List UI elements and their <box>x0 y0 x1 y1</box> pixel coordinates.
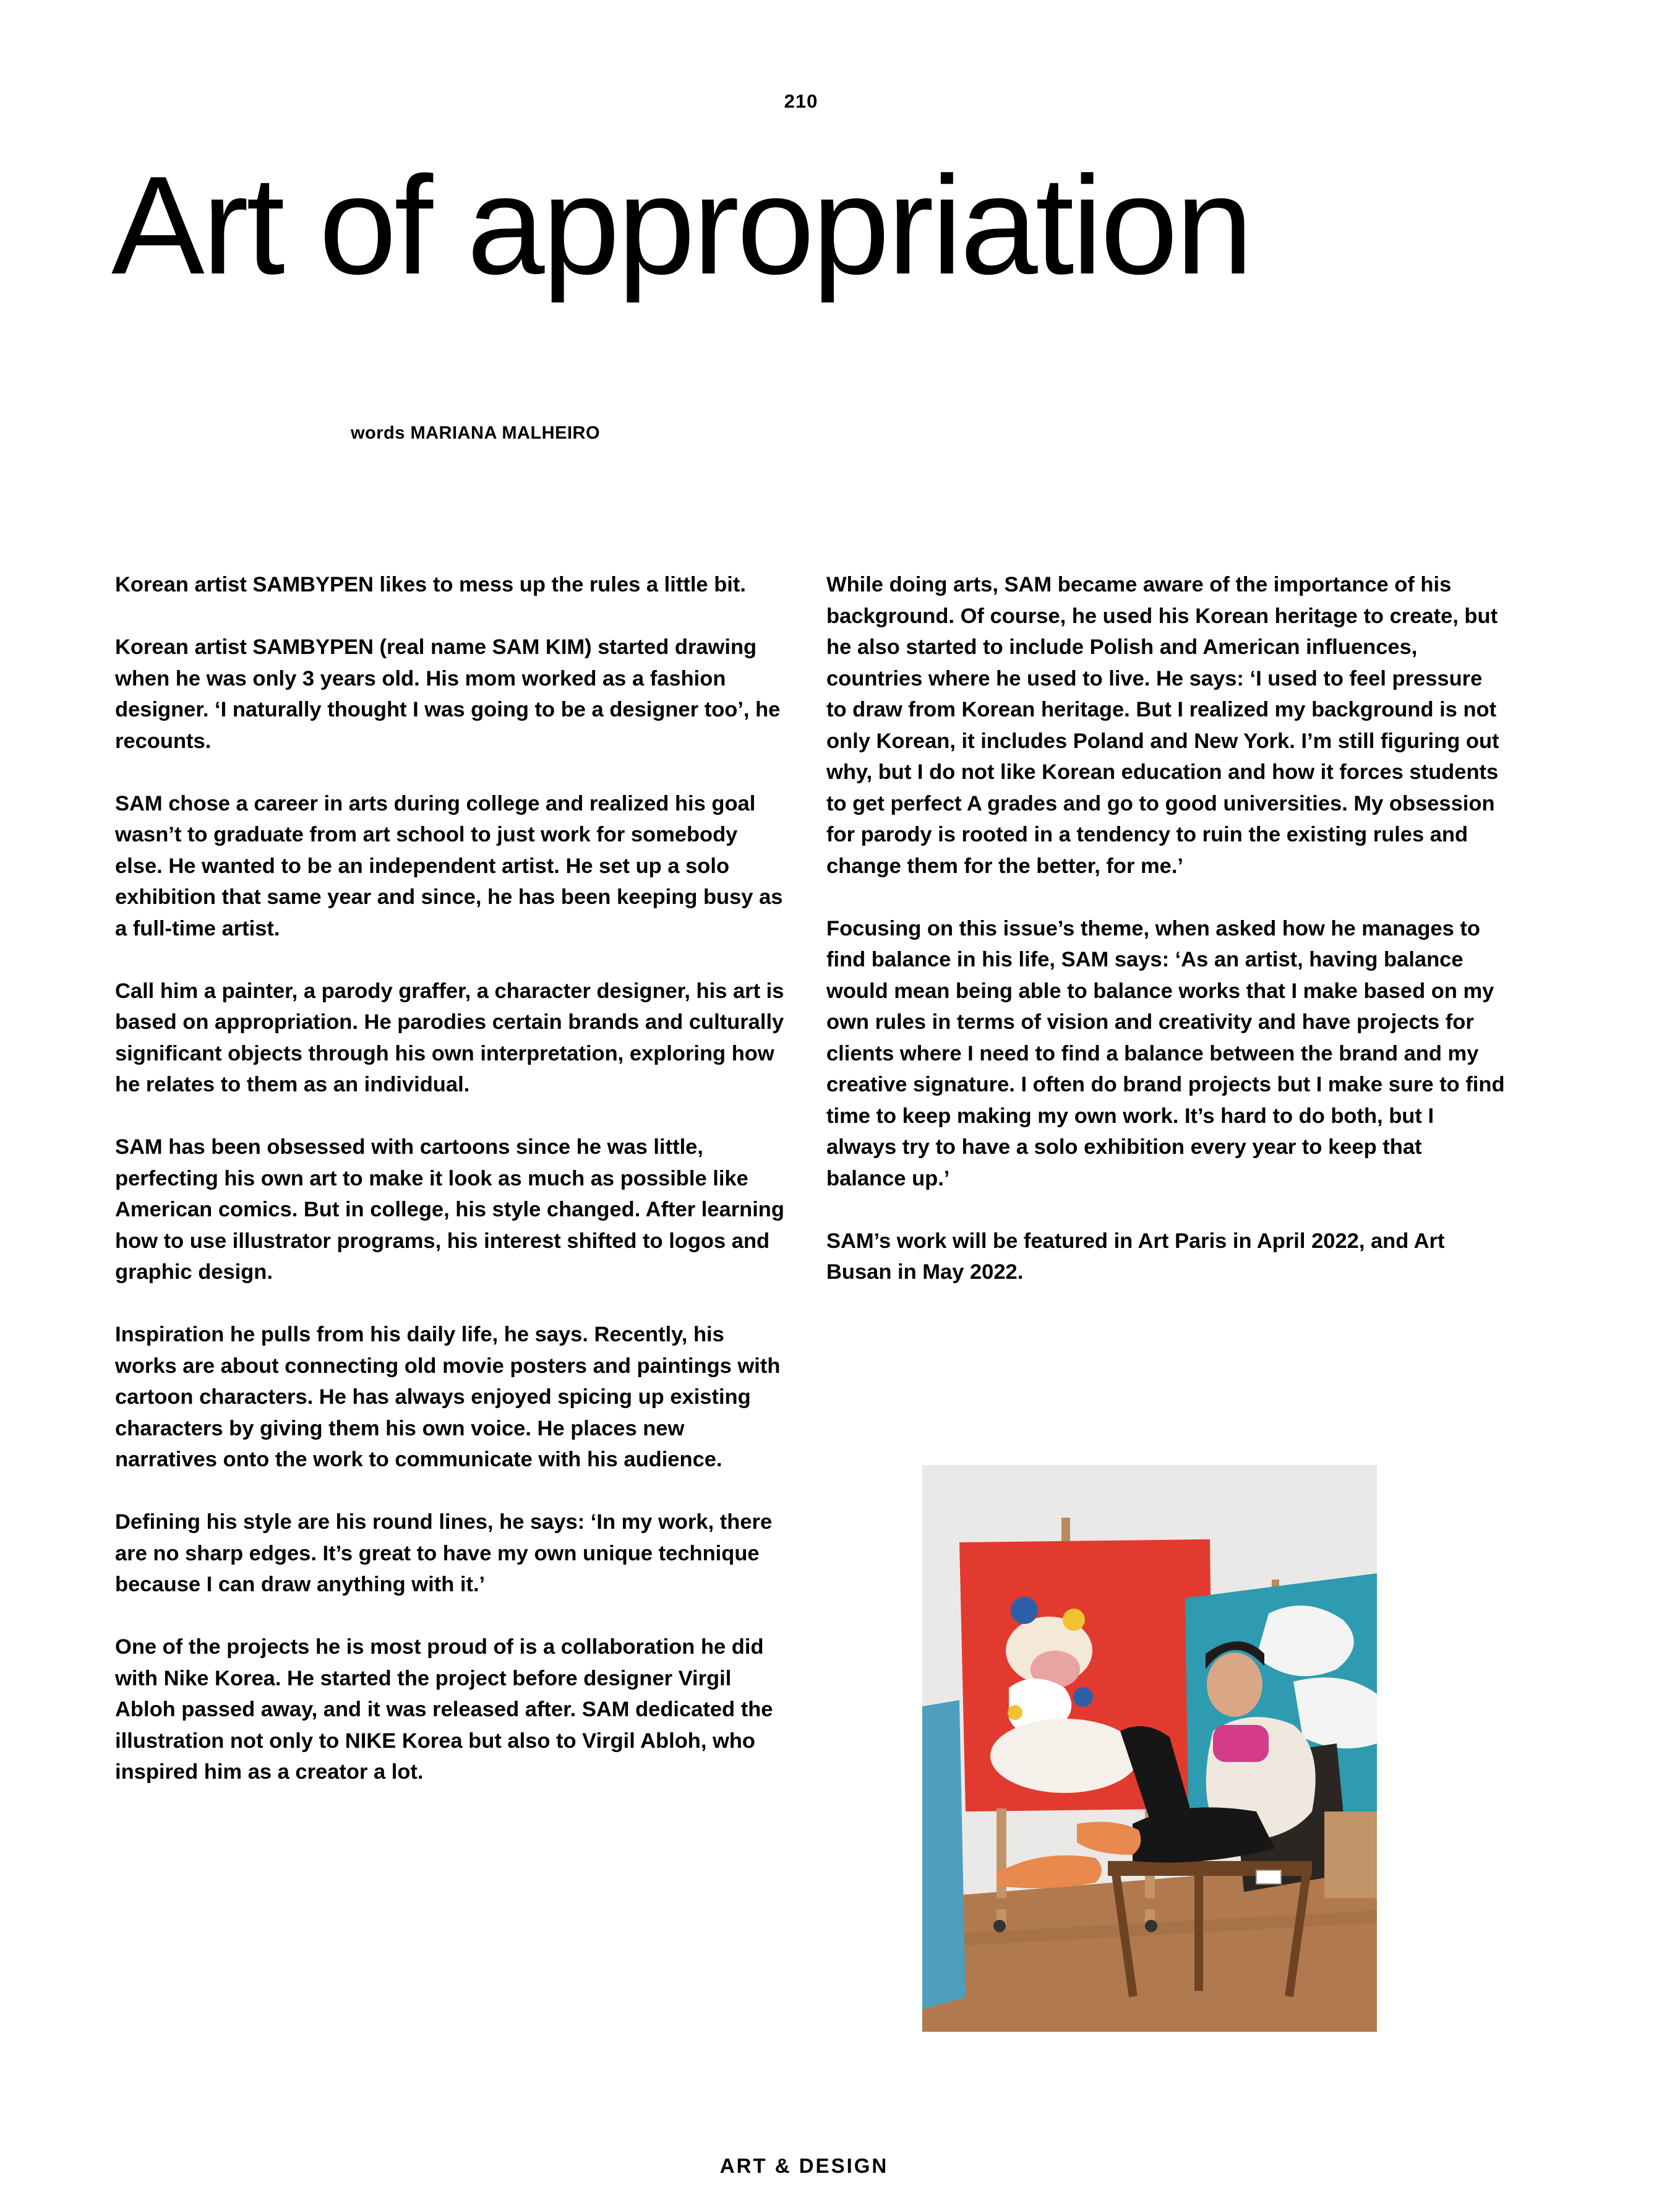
article-title: Art of appropriation <box>111 147 1251 303</box>
artist-studio-photo <box>922 1465 1377 2032</box>
blue-canvas-left <box>922 1700 966 2009</box>
article-paragraph: One of the projects he is most proud of is a collaboration he did with Nike Korea. He started the project before designer Virgil Abloh passed away, and it was released after. SAM dedicated the illustration not only to NIKE Korea but also to Virgil Abloh, who inspired him as a creator a lot. <box>115 1635 773 1784</box>
article-paragraph: While doing arts, SAM became aware of the importance of his background. Of course, he used his Korean heritage to create, but he also started to include Polish and American influences, countries where he used to live. He says: ‘I used to feel pressure to draw from Korean heritage. But I realized my background is not only Korean, it includes Poland and New York. I’m still figuring out why, but I do not like Korean education and how it forces students to get perfect A grades and go to good universities. My obsession for parody is rooted in a tendency to ruin the existing rules and change them for the better, for me.’ <box>826 573 1499 878</box>
article-column-right <box>826 569 1507 1319</box>
article-paragraph: SAM has been obsessed with cartoons since he was little, perfecting his own art to make it look as much as possible like American comics. But in college, his style changed. After learning how to use illustrator programs, his interest shifted to logos and graphic design. <box>115 1135 784 1284</box>
article-paragraph: Focusing on this issue’s theme, when asked how he manages to find balance in his life, SAM says: ‘As an artist, having balance would mean being able to balance works that I make based on my own rules in terms of vision and creativity and have projects for clients where I need to find a balance between the brand and my creative signature. I often do brand projects but I make sure to find time to keep making my own work. It’s hard to do both, but I always try to have a solo exhibition every year to keep that balance up.’ <box>826 916 1505 1190</box>
easel-post <box>1061 1518 1070 1542</box>
section-label: ART & DESIGN <box>719 2154 889 2177</box>
article-paragraph: Defining his style are his round lines, he says: ‘In my work, there are no sharp edges. It’s great to have my own unique technique because I can draw anything with it.’ <box>115 1510 773 1596</box>
article-column-left <box>115 569 789 1819</box>
article-paragraph: SAM’s work will be featured in Art Paris in April 2022, and Art Busan in May 2022. <box>826 1229 1445 1284</box>
article-paragraph: Inspiration he pulls from his daily life, he says. Recently, his works are about connecting old movie posters and paintings with cartoon characters. He has always enjoyed spicing up existing characters by giving them his own voice. He places new narratives onto the work to communicate with his audience. <box>115 1323 781 1471</box>
article-paragraph: Call him a painter, a parody graffer, a character designer, his art is based on appropriation. He parodies certain brands and culturally significant objects through his own interpretation, exploring how he relates to them as an individual. <box>115 979 784 1096</box>
article-paragraph: Korean artist SAMBYPEN (real name SAM KIM) started drawing when he was only 3 years old. His mom worked as a fashion designer. ‘I naturally thought I was going to be a designer too’, he recounts. <box>115 635 781 753</box>
article-paragraph: SAM chose a career in arts during college and realized his goal wasn’t to graduate from art school to just work for somebody else. He wanted to be an independent artist. He set up a solo exhibition that same year and since, he has been keeping busy as a full-time artist. <box>115 791 783 940</box>
page-number: 210 <box>784 90 818 112</box>
article-standfirst: Korean artist SAMBYPEN likes to mess up the rules a little bit. <box>115 573 746 596</box>
person-head <box>1207 1653 1262 1717</box>
byline: words MARIANA MALHEIRO <box>351 423 601 443</box>
